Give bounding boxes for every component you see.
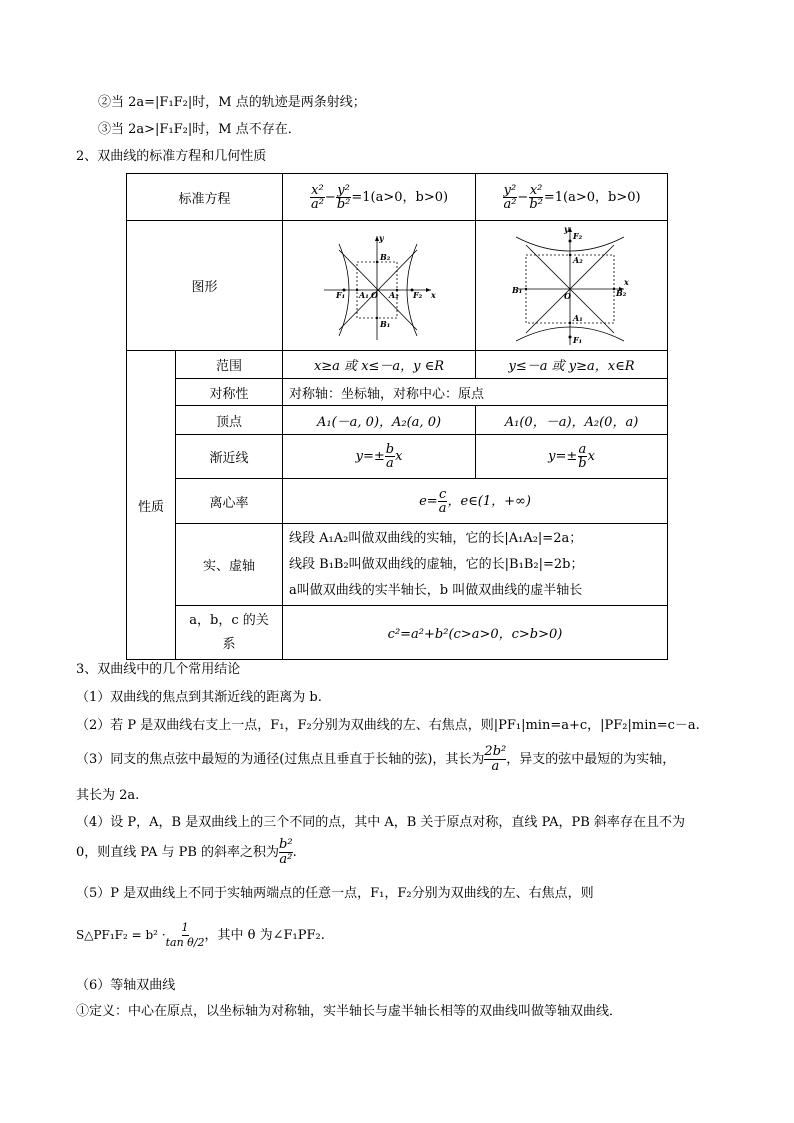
svg-text:x: x xyxy=(431,290,436,300)
axes-line-2: 线段 B₁B₂叫做双曲线的虚轴，它的长|B₁B₂|=2b； xyxy=(289,556,584,572)
row-label-symmetry: 对称性 xyxy=(176,379,283,406)
intro-item-3: ③当 2a>|F₁F₂|时，M 点不存在． xyxy=(98,122,301,137)
frac-y2-a2: $\frac{\text{y²}}{\text{a²}}$ xyxy=(503,182,517,212)
c3-frac: $\frac{\text{2b²}}{a}$ xyxy=(484,744,507,774)
svg-text:F₁: F₁ xyxy=(572,335,582,345)
asym1-frac: $\frac{b}{a}$ xyxy=(385,442,395,471)
conclusion-1: （1）双曲线的焦点到其渐近线的距离为 b. xyxy=(76,690,322,705)
figure-y-hyperbola xyxy=(476,221,668,351)
c5-frac: $\frac{1}{\text{tan θ/2}}$ xyxy=(165,921,205,949)
eccentricity-value xyxy=(283,479,668,524)
ecc-prefix: e= xyxy=(419,493,438,509)
svg-text:F₂: F₂ xyxy=(572,231,582,241)
row-label-eccentricity: 离心率 xyxy=(176,479,283,524)
vertex-x-axis: A₁(－a, 0)，A₂(a, 0) xyxy=(283,406,476,435)
c3-text-a: （3）同支的焦点弦中最短的为通径(过焦点且垂直于长轴的弦)，其长为 xyxy=(76,752,485,767)
c4-end: . xyxy=(292,845,297,860)
c4-text-b: 0，则直线 PA 与 PB 的斜率之积为 xyxy=(76,845,280,860)
svg-text:O: O xyxy=(563,291,571,301)
c4-frac: $\frac{\text{b²}}{\text{a²}}$ xyxy=(279,837,293,867)
conclusion-4-cont xyxy=(76,838,297,868)
row-label-range: 范围 xyxy=(176,351,283,379)
asym2-frac: $\frac{a}{b}$ xyxy=(578,442,587,471)
conclusion-3-cont: 其长为 2a. xyxy=(76,788,140,803)
hyperbola-x-figure xyxy=(319,228,439,343)
conclusion-6: （6）等轴双曲线 xyxy=(76,978,176,993)
svg-text:B₂: B₂ xyxy=(615,288,626,298)
axes-line-3: a叫做双曲线的实半轴长，b 叫做双曲线的虚半轴长 xyxy=(289,582,583,598)
svg-text:y: y xyxy=(563,224,569,234)
asym2-suffix: x xyxy=(587,449,595,464)
svg-text:B₁: B₁ xyxy=(511,285,522,295)
vertex-y-axis: A₁(0，－a)，A₂(0，a) xyxy=(476,406,668,435)
range-x-axis: x≥a 或 x≤－a，y ∈R xyxy=(283,351,476,379)
eq1-text: =1(a>0，b>0) xyxy=(351,189,449,205)
frac-y2-b2: $\frac{\text{y²}}{\text{b²}}$ xyxy=(336,182,351,212)
equation-y-axis: $\frac{\text{y²}}{\text{a²}}$ − $\frac{\text{x²}}{\text{b²}}$ =1(a>0，b>0) xyxy=(476,174,668,221)
row-label-vertex: 顶点 xyxy=(176,406,283,435)
axes-value xyxy=(283,524,668,606)
svg-text:A₂: A₂ xyxy=(572,255,583,265)
figure-x-hyperbola xyxy=(283,221,476,351)
svg-text:y: y xyxy=(379,233,384,243)
svg-text:F₂: F₂ xyxy=(413,290,423,300)
svg-text:A₁: A₁ xyxy=(572,313,583,323)
conclusion-5-formula xyxy=(76,920,325,951)
relation-value: c²=a²+b²(c>a>0，c>b>0) xyxy=(283,606,668,660)
asym2-prefix: y=± xyxy=(548,449,578,464)
range-y-axis: y≤－a 或 y≥a，x∈R xyxy=(476,351,668,379)
asym1-prefix: y=± xyxy=(355,449,385,464)
c5-formula-left: S△PF₁F₂ = b² · xyxy=(76,928,166,942)
axes-line-1: 线段 A₁A₂叫做双曲线的实轴，它的长|A₁A₂|=2a； xyxy=(289,530,583,546)
svg-text:F₁: F₁ xyxy=(336,290,346,300)
equation-x-axis: $\frac{\text{x²}}{\text{a²}}$ − $\frac{\text{y²}}{\text{b²}}$ =1(a>0，b>0) xyxy=(283,174,476,221)
c3-text-b: ，异支的弦中最短的为实轴， xyxy=(506,752,676,767)
hyperbola-properties-table xyxy=(126,173,668,660)
svg-text:B₁: B₁ xyxy=(380,319,391,329)
intro-item-2: ②当 2a=|F₁F₂|时，M 点的轨迹是两条射线； xyxy=(98,95,366,110)
symmetry-value: 对称轴：坐标轴，对称中心：原点 xyxy=(283,379,668,406)
row-label-relation xyxy=(176,606,283,660)
header-standard-equation: 标准方程 xyxy=(127,174,283,221)
conclusion-5: （5）P 是双曲线上不同于实轴两端点的任意一点，F₁，F₂分别为双曲线的左、右焦点，则 xyxy=(76,886,594,901)
svg-text:A₁: A₁ xyxy=(359,290,369,300)
conclusion-3 xyxy=(76,745,675,775)
asymptote-y-axis xyxy=(476,435,668,479)
conclusion-2: （2）若 P 是双曲线右支上一点，F₁，F₂分别为双曲线的左、右焦点，则|PF₁|min=a+c，|PF₂|min=c－a. xyxy=(76,718,700,733)
definition-line: ①定义：中心在原点，以坐标轴为对称轴，实半轴长与虚半轴长相等的双曲线叫做等轴双曲线． xyxy=(76,1004,623,1019)
svg-text:x: x xyxy=(623,277,629,287)
section-3-title: 3、双曲线中的几个常用结论 xyxy=(76,662,241,677)
row-label-asymptote: 渐近线 xyxy=(176,435,283,479)
conclusion-4: （4）设 P，A，B 是双曲线上的三个不同的点，其中 A，B 关于原点对称，直线 PA，PB 斜率存在且不为 xyxy=(76,815,685,830)
section-2-title: 2、双曲线的标准方程和几何性质 xyxy=(76,149,267,164)
relation-label-1: a，b，c 的关 xyxy=(189,612,269,628)
relation-label-2: 系 xyxy=(222,636,236,652)
svg-text:B₂: B₂ xyxy=(380,252,391,262)
asym1-suffix: x xyxy=(395,449,403,464)
svg-text:A₂: A₂ xyxy=(389,290,399,300)
group-label-properties: 性质 xyxy=(127,351,176,660)
row-label-axes: 实、虚轴 xyxy=(176,524,283,606)
ecc-frac: $\frac{c}{a}$ xyxy=(438,486,447,516)
asymptote-x-axis xyxy=(283,435,476,479)
c5-end: ，其中 θ 为∠F₁PF₂. xyxy=(204,928,325,943)
eq2-text: =1(a>0，b>0) xyxy=(543,189,641,205)
hyperbola-y-figure xyxy=(512,223,632,348)
frac-x2-a2: $\frac{\text{x²}}{\text{a²}}$ xyxy=(310,182,324,212)
svg-text:O: O xyxy=(371,290,378,300)
frac-x2-b2: $\frac{\text{x²}}{\text{b²}}$ xyxy=(529,182,543,212)
ecc-suffix: ，e∈(1，+∞) xyxy=(447,493,531,509)
figure-label: 图形 xyxy=(127,221,283,351)
